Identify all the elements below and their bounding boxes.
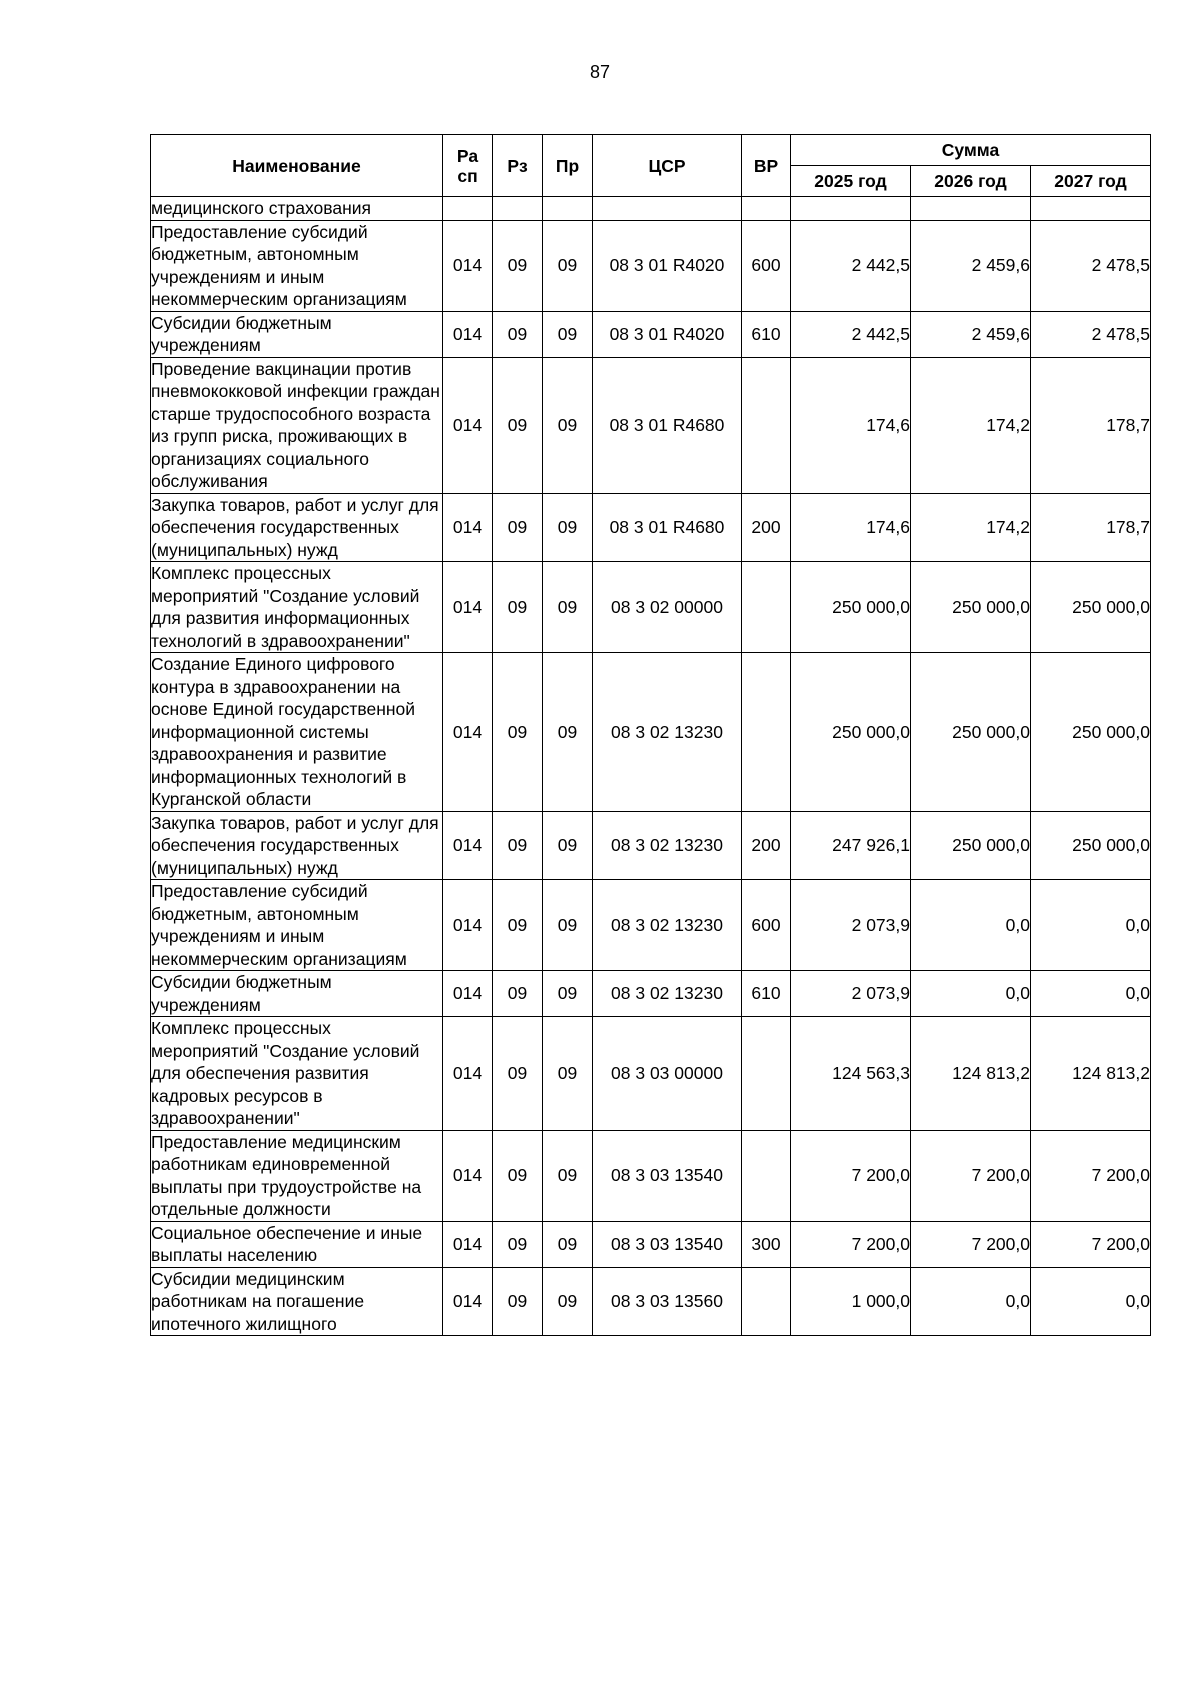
cell-sum-2025: 250 000,0: [791, 562, 911, 653]
header-rz: Рз: [493, 135, 543, 197]
table-row: [151, 1130, 1151, 1221]
cell-sum-2027: 250 000,0: [1031, 562, 1151, 653]
cell-sum-2027: 124 813,2: [1031, 1017, 1151, 1131]
cell-pr: 09: [543, 220, 593, 311]
table-row: [151, 1267, 1151, 1336]
cell-sum-2025: 2 442,5: [791, 220, 911, 311]
table-body: [151, 197, 1151, 1336]
cell-vr: [742, 1267, 791, 1336]
cell-sum-2026: 174,2: [911, 357, 1031, 493]
cell-vr: [742, 197, 791, 221]
cell-sum-2025: 174,6: [791, 357, 911, 493]
table-row: [151, 1221, 1151, 1267]
cell-csr: 08 3 01 R4680: [593, 493, 742, 562]
cell-name: Проведение вакцинации против пневмококковой инфекции граждан старше трудоспособного возраста из групп риска, проживающих в организациях социального обслуживания: [151, 357, 443, 493]
cell-rasp: 014: [443, 811, 493, 880]
cell-vr: 610: [742, 971, 791, 1017]
cell-rz: 09: [493, 493, 543, 562]
table-row: [151, 220, 1151, 311]
cell-vr: [742, 653, 791, 812]
cell-rasp: 014: [443, 562, 493, 653]
cell-sum-2025: 1 000,0: [791, 1267, 911, 1336]
cell-sum-2025: 7 200,0: [791, 1221, 911, 1267]
cell-rasp: 014: [443, 1130, 493, 1221]
table-row: [151, 311, 1151, 357]
cell-pr: 09: [543, 562, 593, 653]
cell-csr: [593, 197, 742, 221]
cell-sum-2026: 0,0: [911, 880, 1031, 971]
cell-sum-2025: 174,6: [791, 493, 911, 562]
header-csr: ЦСР: [593, 135, 742, 197]
cell-pr: 09: [543, 493, 593, 562]
cell-sum-2025: 2 073,9: [791, 971, 911, 1017]
cell-sum-2026: 250 000,0: [911, 811, 1031, 880]
cell-rz: 09: [493, 880, 543, 971]
cell-pr: 09: [543, 1267, 593, 1336]
header-year-2027: 2027 год: [1031, 166, 1151, 197]
cell-sum-2027: 7 200,0: [1031, 1221, 1151, 1267]
cell-sum-2027: 0,0: [1031, 880, 1151, 971]
table-header: [151, 135, 1151, 197]
cell-vr: 200: [742, 493, 791, 562]
cell-csr: 08 3 03 13540: [593, 1130, 742, 1221]
cell-vr: 610: [742, 311, 791, 357]
cell-vr: [742, 1017, 791, 1131]
cell-rz: 09: [493, 562, 543, 653]
header-pr: Пр: [543, 135, 593, 197]
cell-csr: 08 3 02 13230: [593, 880, 742, 971]
cell-sum-2027: 0,0: [1031, 1267, 1151, 1336]
cell-vr: 600: [742, 220, 791, 311]
cell-name: Социальное обеспечение и иные выплаты населению: [151, 1221, 443, 1267]
cell-rasp: 014: [443, 971, 493, 1017]
cell-sum-2025: [791, 197, 911, 221]
cell-csr: 08 3 01 R4680: [593, 357, 742, 493]
cell-sum-2026: 124 813,2: [911, 1017, 1031, 1131]
table-row: [151, 971, 1151, 1017]
table-row: [151, 1017, 1151, 1131]
cell-csr: 08 3 03 13540: [593, 1221, 742, 1267]
cell-name: Закупка товаров, работ и услуг для обеспечения государственных (муниципальных) нужд: [151, 493, 443, 562]
cell-pr: 09: [543, 880, 593, 971]
cell-rasp: 014: [443, 220, 493, 311]
cell-sum-2026: 2 459,6: [911, 311, 1031, 357]
header-vr: ВР: [742, 135, 791, 197]
cell-rasp: 014: [443, 1017, 493, 1131]
cell-name: Предоставление медицинским работникам единовременной выплаты при трудоустройстве на отдельные должности: [151, 1130, 443, 1221]
header-sum: Сумма: [791, 135, 1151, 166]
cell-csr: 08 3 02 00000: [593, 562, 742, 653]
cell-vr: [742, 1130, 791, 1221]
cell-sum-2027: 2 478,5: [1031, 220, 1151, 311]
cell-sum-2025: 7 200,0: [791, 1130, 911, 1221]
cell-rz: 09: [493, 971, 543, 1017]
cell-vr: 300: [742, 1221, 791, 1267]
header-name: Наименование: [151, 135, 443, 197]
cell-rz: 09: [493, 1267, 543, 1336]
cell-rasp: 014: [443, 880, 493, 971]
cell-pr: 09: [543, 1017, 593, 1131]
cell-rz: 09: [493, 357, 543, 493]
cell-sum-2025: 2 073,9: [791, 880, 911, 971]
cell-sum-2026: 2 459,6: [911, 220, 1031, 311]
cell-csr: 08 3 01 R4020: [593, 311, 742, 357]
cell-pr: 09: [543, 653, 593, 812]
cell-rz: 09: [493, 1130, 543, 1221]
cell-vr: [742, 357, 791, 493]
cell-rz: 09: [493, 811, 543, 880]
cell-pr: 09: [543, 357, 593, 493]
cell-rz: 09: [493, 220, 543, 311]
table-row: [151, 357, 1151, 493]
cell-vr: [742, 562, 791, 653]
table-row: [151, 197, 1151, 221]
cell-sum-2026: 250 000,0: [911, 562, 1031, 653]
table-row: [151, 653, 1151, 812]
cell-sum-2026: 250 000,0: [911, 653, 1031, 812]
page-number: 87: [589, 62, 611, 82]
cell-name: Субсидии бюджетным учреждениям: [151, 311, 443, 357]
cell-rz: 09: [493, 311, 543, 357]
cell-sum-2025: 124 563,3: [791, 1017, 911, 1131]
header-rasp: [443, 135, 493, 197]
cell-name: Предоставление субсидий бюджетным, автономным учреждениям и иным некоммерческим организациям: [151, 880, 443, 971]
cell-name: Создание Единого цифрового контура в здравоохранении на основе Единой государственной информационной системы здравоохранения и развитие информационных технологий в Курганской области: [151, 653, 443, 812]
cell-sum-2027: 7 200,0: [1031, 1130, 1151, 1221]
table-row: [151, 562, 1151, 653]
cell-sum-2026: 7 200,0: [911, 1130, 1031, 1221]
cell-rasp: 014: [443, 357, 493, 493]
cell-csr: 08 3 02 13230: [593, 811, 742, 880]
cell-sum-2027: 0,0: [1031, 971, 1151, 1017]
cell-rz: 09: [493, 1017, 543, 1131]
cell-sum-2027: 178,7: [1031, 493, 1151, 562]
header-rasp-bottom: сп: [457, 165, 478, 186]
budget-table: [150, 134, 1151, 1336]
cell-pr: 09: [543, 811, 593, 880]
cell-pr: 09: [543, 311, 593, 357]
cell-name: Предоставление субсидий бюджетным, автономным учреждениям и иным некоммерческим организациям: [151, 220, 443, 311]
cell-sum-2027: 178,7: [1031, 357, 1151, 493]
cell-sum-2026: 7 200,0: [911, 1221, 1031, 1267]
cell-sum-2026: 174,2: [911, 493, 1031, 562]
cell-csr: 08 3 02 13230: [593, 653, 742, 812]
cell-name: Субсидии бюджетным учреждениям: [151, 971, 443, 1017]
cell-name: Комплекс процессных мероприятий "Создание условий для обеспечения развития кадровых ресурсов в здравоохранении": [151, 1017, 443, 1131]
cell-rasp: 014: [443, 653, 493, 812]
header-rasp-top: Ра: [456, 145, 479, 166]
cell-csr: 08 3 02 13230: [593, 971, 742, 1017]
cell-rasp: 014: [443, 1221, 493, 1267]
cell-sum-2026: [911, 197, 1031, 221]
cell-vr: 600: [742, 880, 791, 971]
cell-sum-2027: 250 000,0: [1031, 811, 1151, 880]
cell-vr: 200: [742, 811, 791, 880]
cell-csr: 08 3 03 13560: [593, 1267, 742, 1336]
cell-sum-2025: 2 442,5: [791, 311, 911, 357]
cell-name: Закупка товаров, работ и услуг для обеспечения государственных (муниципальных) нужд: [151, 811, 443, 880]
table-row: [151, 493, 1151, 562]
cell-pr: 09: [543, 1130, 593, 1221]
header-year-2025: 2025 год: [791, 166, 911, 197]
cell-sum-2026: 0,0: [911, 971, 1031, 1017]
cell-rz: [493, 197, 543, 221]
header-year-2026: 2026 год: [911, 166, 1031, 197]
cell-rasp: 014: [443, 1267, 493, 1336]
cell-name: медицинского страхования: [151, 197, 443, 221]
cell-rasp: 014: [443, 311, 493, 357]
cell-sum-2027: [1031, 197, 1151, 221]
cell-pr: [543, 197, 593, 221]
cell-rasp: 014: [443, 493, 493, 562]
cell-name: Субсидии медицинским работникам на погашение ипотечного жилищного: [151, 1267, 443, 1336]
table-row: [151, 811, 1151, 880]
cell-sum-2025: 247 926,1: [791, 811, 911, 880]
table-row: [151, 880, 1151, 971]
cell-rz: 09: [493, 653, 543, 812]
cell-sum-2027: 250 000,0: [1031, 653, 1151, 812]
cell-sum-2027: 2 478,5: [1031, 311, 1151, 357]
cell-pr: 09: [543, 1221, 593, 1267]
cell-rz: 09: [493, 1221, 543, 1267]
cell-csr: 08 3 01 R4020: [593, 220, 742, 311]
cell-csr: 08 3 03 00000: [593, 1017, 742, 1131]
cell-name: Комплекс процессных мероприятий "Создание условий для развития информационных технологий в здравоохранении": [151, 562, 443, 653]
cell-sum-2026: 0,0: [911, 1267, 1031, 1336]
cell-sum-2025: 250 000,0: [791, 653, 911, 812]
cell-pr: 09: [543, 971, 593, 1017]
cell-rasp: [443, 197, 493, 221]
